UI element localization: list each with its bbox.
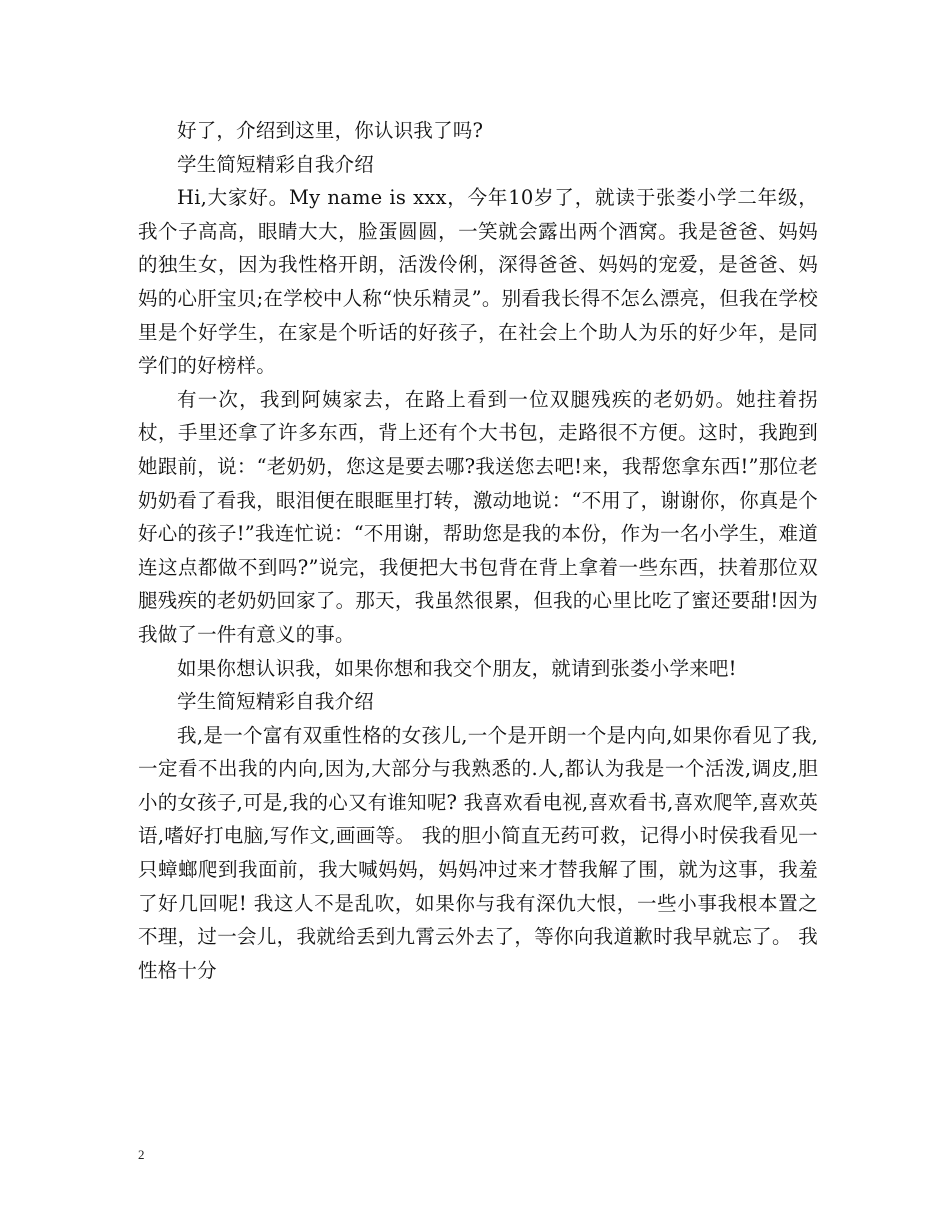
paragraph-intro: Hi,大家好。My name is xxx，今年10岁了，就读于张娄小学二年级，我个子高高，眼睛大大，脸蛋圆圆，一笑就会露出两个酒窝。我是爸爸、妈妈的独生女，因为我性格开朗，活泼伶俐，深得爸爸、妈妈的宠爱，是爸爸、妈妈的心肝宝贝;在学校中人称“快乐精灵”。别看我长得不怎么漂亮，但我在学校里是个好学生，在家是个听话的好孩子，在社会上个助人为乐的好少年，是同学们的好榜样。 (138, 186, 818, 378)
document-body (138, 114, 818, 987)
paragraph-story: 有一次，我到阿姨家去，在路上看到一位双腿残疾的老奶奶。她拄着拐杖，手里还拿了许多东西，背上还有个大书包，走路很不方便。这时，我跑到她跟前，说：“老奶奶，您这是要去哪?我送您去吧!来，我帮您拿东西!”那位老奶奶看了看我，眼泪便在眼眶里打转，激动地说：“不用了，谢谢你，你真是个好心的孩子!”我连忙说：“不用谢，帮助您是我的本份，作为一名小学生，难道连这点都做不到吗?”说完，我便把大书包背在背上拿着一些东西，扶着那位双腿残疾的老奶奶回家了。那天，我虽然很累，但我的心里比吃了蜜还要甜!因为我做了一件有意义的事。 (138, 387, 818, 646)
section-heading: 学生简短精彩自我介绍 (177, 152, 375, 176)
section-heading: 学生简短精彩自我介绍 (177, 690, 375, 714)
page-number: 2 (138, 1147, 145, 1162)
paragraph-personality: 我,是一个富有双重性格的女孩儿,一个是开朗一个是内向,如果你看见了我,一定看不出我的内向,因为,大部分与我熟悉的.人,都认为我是一个活泼,调皮,胆小的女孩子,可是,我的心又有谁知呢? 我喜欢看电视,喜欢看书,喜欢爬竿,喜欢英语,嗜好打电脑,写作文,画画等。 我的胆小简直无药可救，记得小时侯我看见一只蟑螂爬到我面前，我大喊妈妈，妈妈冲过来才替我解了围，就为这事，我羞了好几回呢! 我这人不是乱吹，如果你与我有深仇大恨，一些小事我根本置之不理，过一会儿，我就给丢到九霄云外去了，等你向我道歉时我早就忘了。 我性格十分 (138, 723, 818, 982)
paragraph-closing-question: 好了，介绍到这里，你认识我了吗? (177, 119, 484, 142)
paragraph-invitation: 如果你想认识我，如果你想和我交个朋友，就请到张娄小学来吧! (177, 656, 737, 680)
